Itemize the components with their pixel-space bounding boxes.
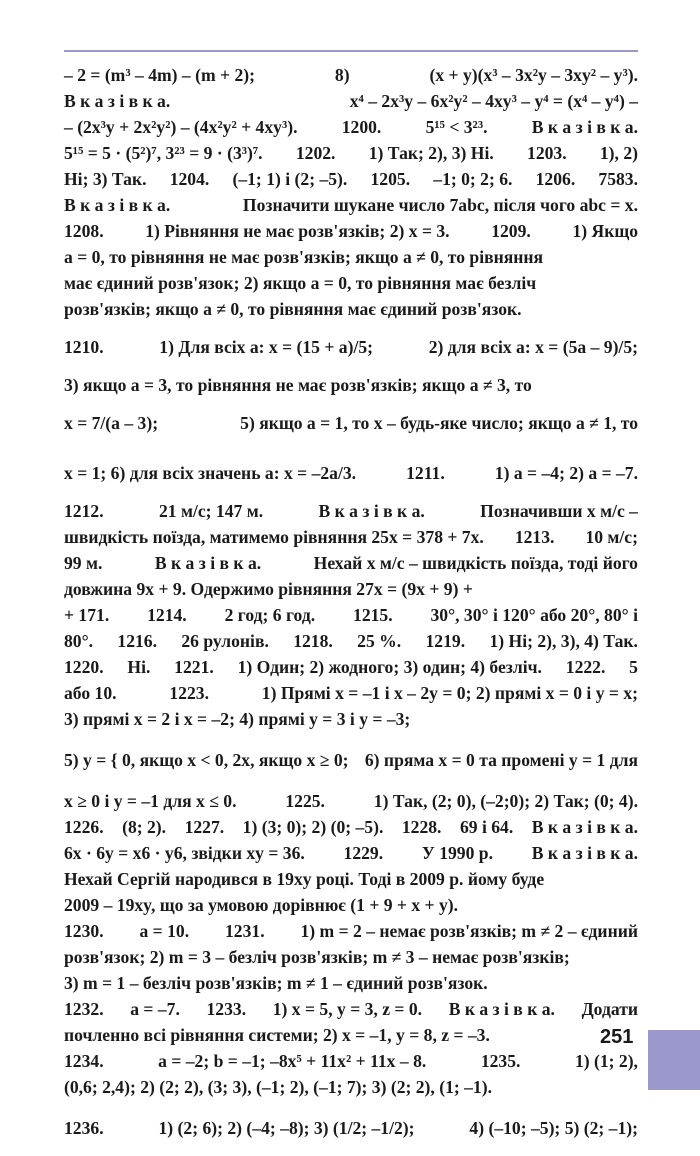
text-segment: 1) Прямі x = –1 і x – 2y = 0; 2) прямі x = 0 і y = x; [261, 683, 638, 703]
text-line [64, 114, 638, 140]
text-segment: 1209. [491, 221, 531, 241]
text-line [64, 1074, 638, 1100]
text-segment: 1203. [527, 143, 567, 163]
text-segment: 5¹⁵ < 3²³. [425, 117, 488, 137]
text-segment: 3) якщо a = 3, то рівняння не має розв'язків; якщо a ≠ 3, то [64, 375, 532, 395]
text-segment: 1) (1; 2), [574, 1051, 638, 1071]
text-segment: 1202. [295, 143, 336, 163]
text-segment: 69 і 64. [459, 817, 514, 837]
text-segment: 1212. [64, 501, 104, 521]
text-segment: В к а з і в к а. [531, 817, 638, 837]
top-rule [64, 50, 638, 52]
text-segment: розв'язок; 2) m = 3 – безліч розв'язків; m ≠ 3 – немає розв'язків; [64, 947, 570, 967]
text-segment: Ні; 3) Так. [64, 169, 147, 189]
text-line [64, 1100, 638, 1156]
text-segment: 10 м/с; [585, 527, 638, 547]
text-segment: 5¹⁵ = 5 · (5²)⁷, 3²³ = 9 · (3³)⁷. [64, 143, 263, 163]
text-segment: 1229. [343, 843, 384, 863]
text-segment: 1) m = 2 – немає розв'язків; m ≠ 2 – єдиний [300, 921, 638, 941]
text-segment: В к а з і в к а. [448, 999, 555, 1019]
text-line [64, 398, 638, 448]
text-segment: 5 [629, 657, 638, 677]
text-segment: 1236. [64, 1118, 104, 1138]
text-segment: 1) (3; 0); 2) (0; –5). [242, 817, 384, 837]
text-segment: 1) Рівняння не має розв'язків; 2) x = 3. [145, 221, 450, 241]
text-segment: має єдиний розв'язок; 2) якщо a = 0, то рівняння має безліч [64, 273, 537, 293]
text-segment: 1) Ні; 2), 3), 4) Так. [489, 631, 638, 651]
text-line [64, 296, 638, 322]
text-segment: довжина 9x + 9. Одержимо рівняння 27x = (9x + 9) + [64, 579, 473, 599]
text-segment: 1214. [147, 605, 187, 625]
text-segment: a = –7. [130, 999, 180, 1019]
text-segment: a = 0, то рівняння не має розв'язків; якщо a ≠ 0, то рівняння [64, 247, 544, 267]
text-line [64, 244, 638, 270]
text-line [64, 944, 638, 970]
text-line [64, 628, 638, 654]
text-segment: В к а з і в к а. [64, 91, 171, 111]
text-segment: 1216. [117, 631, 157, 651]
text-segment: В к а з і в к а. [318, 501, 425, 521]
text-segment: швидкість поїзда, матимемо рівняння 25x = 378 + 7x. [64, 527, 484, 547]
text-segment: або 10. [64, 683, 117, 703]
text-segment: В к а з і в к а. [531, 117, 638, 137]
text-segment: 30°, 30° і 120° або 20°, 80° і [430, 605, 638, 625]
text-segment: 6x · 6y = x6 · y6, звідки xy = 36. [64, 843, 305, 863]
text-segment: 21 м/с; 147 м. [159, 501, 264, 521]
text-line [64, 550, 638, 576]
text-segment: 3) m = 1 – безліч розв'язків; m ≠ 1 – єдиний розв'язок. [64, 973, 488, 993]
text-line [64, 788, 638, 814]
text-line [64, 166, 638, 192]
text-segment: 8) [334, 65, 350, 85]
text-segment: 1232. [64, 999, 104, 1019]
text-segment: 1) a = –4; 2) a = –7. [494, 463, 638, 483]
text-segment: 1219. [425, 631, 466, 651]
text-line [64, 524, 638, 550]
text-line [64, 602, 638, 628]
text-segment: 2 год; 6 год. [224, 605, 316, 625]
text-segment: 1215. [353, 605, 393, 625]
text-segment: a = 10. [139, 921, 190, 941]
text-segment: 1) Так; 2), 3) Ні. [368, 143, 494, 163]
text-line [64, 372, 638, 398]
text-segment: 1223. [169, 683, 209, 703]
text-segment: Нехай Сергій народився в 19xy році. Тоді в 2009 р. йому буде [64, 869, 545, 889]
text-line [64, 970, 638, 996]
text-segment: 5) y = { 0, якщо x < 0, 2x, якщо x ≥ 0; [64, 750, 349, 770]
text-segment: 7583. [598, 169, 638, 189]
text-segment: + 171. [64, 605, 110, 625]
text-segment: 1234. [64, 1051, 104, 1071]
text-line [64, 918, 638, 944]
text-line [64, 654, 638, 680]
text-segment: (0,6; 2,4); 2) (2; 2), (3; 3), (–1; 2), (–1; 7); 3) (2; 2), (1; –1). [64, 1077, 492, 1097]
text-segment: 1) Для всіх a: x = (15 + a)/5; [159, 337, 373, 357]
text-segment: 2) для всіх a: x = (5a – 9)/5; [428, 337, 638, 357]
text-segment: 1220. [64, 657, 104, 677]
text-line [64, 270, 638, 296]
text-line [64, 892, 638, 918]
text-segment: – (2x³y + 2x²y²) – (4x²y² + 4xy³). [64, 117, 298, 137]
text-segment: У 1990 р. [421, 843, 493, 863]
text-segment: 1225. [285, 791, 325, 811]
text-segment: x⁴ – 2x³y – 6x²y² – 4xy³ – y⁴ = (x⁴ – y⁴) – [349, 91, 638, 111]
text-segment: 25 %. [357, 631, 402, 651]
text-line [64, 448, 638, 498]
text-segment: 1) x = 5, y = 3, z = 0. [272, 999, 423, 1019]
text-segment: a = –2; b = –1; –8x⁵ + 11x² + 11x – 8. [158, 1051, 427, 1071]
page-number: 251 [600, 1026, 634, 1048]
text-line [64, 680, 638, 706]
corner-tab [648, 1030, 700, 1090]
text-segment: Позначивши x м/с – [480, 501, 638, 521]
text-segment: x = 7/(a – 3); [64, 413, 159, 433]
answers-text [64, 62, 638, 1156]
text-line [64, 1048, 638, 1074]
text-segment: почленно всі рівняння системи; 2) x = –1, y = 8, z = –3. [64, 1025, 490, 1045]
text-segment: 1227. [184, 817, 225, 837]
text-line [64, 866, 638, 892]
text-line [64, 1022, 638, 1048]
text-segment: 1) Якщо [572, 221, 638, 241]
text-segment: 1222. [565, 657, 606, 677]
text-segment: 1231. [225, 921, 265, 941]
text-segment: x = 1; 6) для всіх значень a: x = –2a/3. [64, 463, 357, 483]
text-segment: В к а з і в к а. [64, 195, 171, 215]
text-line [64, 192, 638, 218]
text-line [64, 814, 638, 840]
text-line [64, 498, 638, 524]
text-line [64, 996, 638, 1022]
text-segment: Ні. [127, 657, 151, 677]
text-line [64, 706, 638, 732]
text-segment: Нехай x м/с – швидкість поїзда, тоді його [313, 553, 638, 573]
text-segment: 1208. [64, 221, 104, 241]
text-line [64, 732, 638, 788]
text-segment: 1213. [514, 527, 555, 547]
text-segment: (–1; 1) і (2; –5). [232, 169, 348, 189]
text-segment: 1204. [169, 169, 210, 189]
text-segment: Додати [581, 999, 638, 1019]
text-segment: x ≥ 0 і y = –1 для x ≤ 0. [64, 791, 237, 811]
text-segment: – 2 = (m³ – 4m) – (m + 2); [64, 65, 255, 85]
text-segment: 1), 2) [599, 143, 638, 163]
text-segment: 1226. [64, 817, 104, 837]
text-line [64, 62, 638, 88]
text-segment: 1228. [401, 817, 442, 837]
text-segment: В к а з і в к а. [154, 553, 262, 573]
text-segment: 1230. [64, 921, 104, 941]
text-segment: Позначити шукане число 7abc, після чого abc = x. [242, 195, 638, 215]
text-segment: 1210. [64, 337, 104, 357]
text-segment: В к а з і в к а. [531, 843, 638, 863]
text-segment: 1235. [480, 1051, 521, 1071]
text-segment: (8; 2). [122, 817, 167, 837]
text-line [64, 322, 638, 372]
text-segment: 1211. [406, 463, 445, 483]
text-segment: (x + y)(x³ – 3x²y – 3xy² – y³). [429, 65, 638, 85]
text-segment: 99 м. [64, 553, 103, 573]
text-segment: 1) Так, (2; 0), (–2;0); 2) Так; (0; 4). [373, 791, 638, 811]
text-segment: 3) прямі x = 2 і x = –2; 4) прямі y = 3 і y = –3; [64, 709, 411, 729]
text-segment: 1) Один; 2) жодного; 3) один; 4) безліч. [237, 657, 542, 677]
text-segment: 1206. [535, 169, 576, 189]
text-segment: 26 рулонів. [181, 631, 269, 651]
text-line [64, 576, 638, 602]
text-segment: –1; 0; 2; 6. [433, 169, 513, 189]
text-segment: 1218. [293, 631, 333, 651]
text-segment: 80°. [64, 631, 94, 651]
text-segment: 4) (–10; –5); 5) (2; –1); [469, 1118, 638, 1138]
text-segment: 1221. [174, 657, 214, 677]
text-segment: 5) якщо a = 1, то x – будь-яке число; якщо a ≠ 1, то [240, 413, 638, 433]
text-segment: 1233. [206, 999, 247, 1019]
text-segment: розв'язків; якщо a ≠ 0, то рівняння має єдиний розв'язок. [64, 299, 522, 319]
text-segment: 6) пряма x = 0 та промені y = 1 для [364, 750, 638, 770]
text-segment: 1200. [341, 117, 382, 137]
text-line [64, 88, 638, 114]
text-segment: 1) (2; 6); 2) (–4; –8); 3) (1/2; –1/2); [158, 1118, 415, 1138]
text-line [64, 140, 638, 166]
text-segment: 1205. [370, 169, 411, 189]
text-line [64, 840, 638, 866]
text-line [64, 218, 638, 244]
text-segment: 2009 – 19xy, що за умовою дорівнює (1 + 9 + x + y). [64, 895, 459, 915]
